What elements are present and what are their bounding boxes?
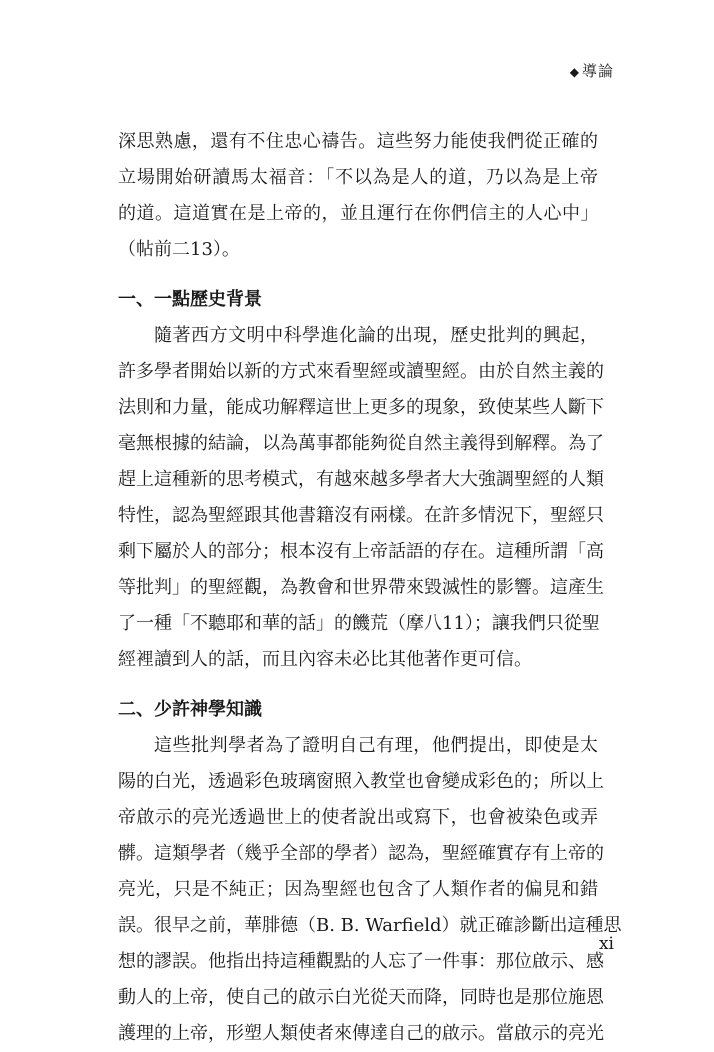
intro-line: 立場開始研讀馬太福音：「不以為是人的道，乃以為是上帝: [118, 167, 598, 188]
section-heading-history: 一、一點歷史背景: [118, 289, 262, 310]
page-number: xi: [598, 934, 614, 954]
diamond-bullet-icon: ◆: [569, 65, 580, 79]
section-1-line: 趕上這種新的思考模式，有越來越多學者大大強調聖經的人類: [118, 469, 604, 490]
section-2-line: 亮光，只是不純正；因為聖經也包含了人類作者的偏見和錯: [118, 879, 598, 900]
running-head: [570, 60, 614, 81]
intro-line: 深思熟慮，還有不住忠心禱告。這些努力能使我們從正確的: [118, 131, 598, 152]
section-1-line: 特性，認為聖經跟其他書籍沒有兩樣。在許多情況下，聖經只: [118, 505, 604, 526]
section-2-line: 這些批判學者為了證明自己有理，他們提出，即使是太: [154, 735, 598, 756]
section-2-line: 動人的上帝，使自己的啟示白光從天而降，同時也是那位施恩: [118, 987, 604, 1008]
section-2-line: 帝啟示的亮光透過世上的使者說出或寫下，也會被染色或弄: [118, 807, 598, 828]
section-1-line: 經裡讀到人的話，而且內容未必比其他著作更可信。: [118, 649, 532, 670]
section-2-line: 想的謬誤。他指出持這種觀點的人忘了一件事：那位啟示、感: [118, 951, 604, 972]
section-2-line: 護理的上帝，形塑人類使者來傳達自己的啟示。當啟示的亮光: [118, 1023, 604, 1044]
section-heading-theology: 二、少許神學知識: [118, 699, 262, 720]
section-1-line: 了一種「不聽耶和華的話」的饑荒（摩八11）；讓我們只從聖: [118, 613, 600, 634]
intro-line: 的道。這道實在是上帝的，並且運行在你們信主的人心中」: [118, 203, 599, 224]
section-2-line: 髒。這類學者（幾乎全部的學者）認為，聖經確實存有上帝的: [118, 843, 604, 864]
intro-line: （帖前二13）。: [118, 239, 240, 260]
section-1-line: 等批判」的聖經觀，為教會和世界帶來毀滅性的影響。這產生: [118, 577, 604, 598]
section-1-line: 毫無根據的結論，以為萬事都能夠從自然主義得到解釋。為了: [118, 433, 604, 454]
section-1-line: 許多學者開始以新的方式來看聖經或讀聖經。由於自然主義的: [118, 361, 604, 382]
section-1-line: 剩下屬於人的部分；根本沒有上帝話語的存在。這種所謂「高: [118, 541, 604, 562]
section-2-line: 誤。很早之前，華腓德（B. B. Warfield）就正確診斷出這種思: [118, 915, 622, 936]
section-1-line: 法則和力量，能成功解釋這世上更多的現象，致使某些人斷下: [118, 397, 604, 418]
running-head-title: 導論: [581, 62, 614, 80]
section-1-line: 隨著西方文明中科學進化論的出現，歷史批判的興起，: [154, 325, 598, 346]
section-2-line: 陽的白光，透過彩色玻璃窗照入教堂也會變成彩色的；所以上: [118, 771, 604, 792]
